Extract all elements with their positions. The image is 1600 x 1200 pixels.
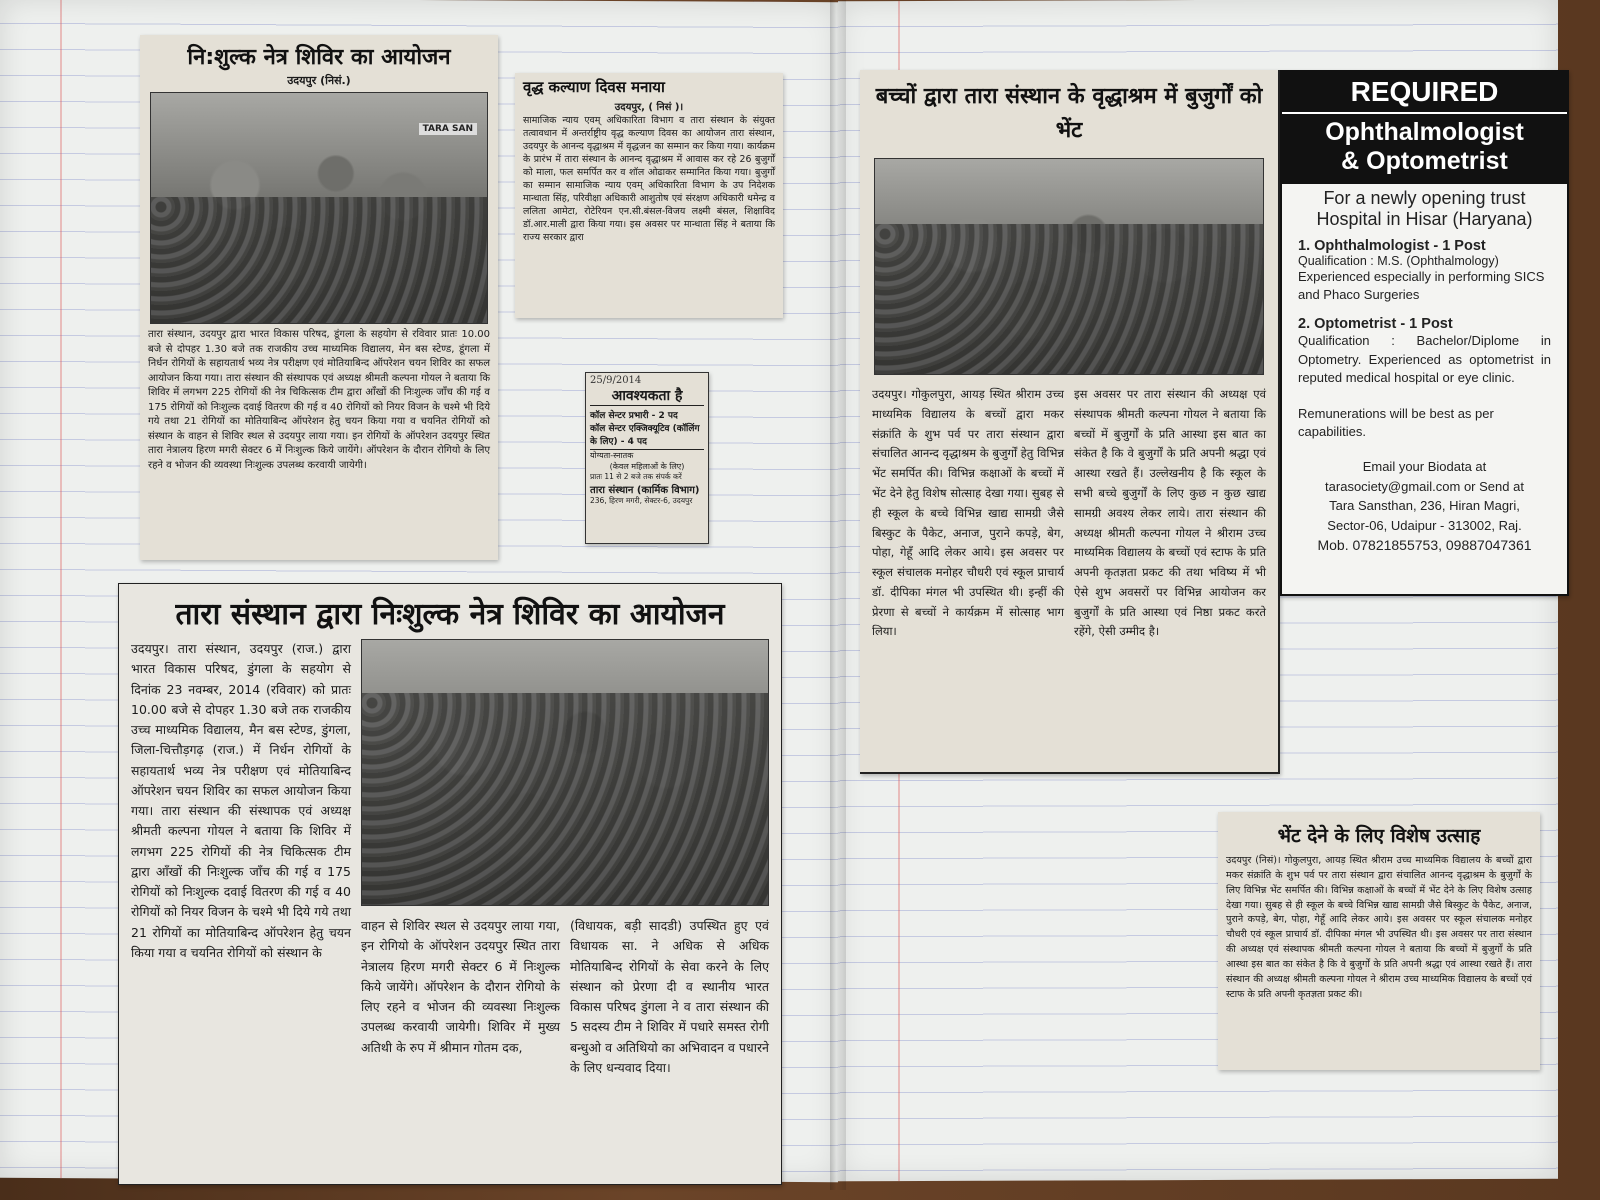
headline: नि:शुल्क नेत्र शिविर का आयोजन	[187, 45, 451, 70]
ad-title: आवश्यकता है	[590, 386, 704, 406]
news-photo-crowd	[361, 639, 769, 906]
ad-qualification: योग्यता-स्नातक	[590, 449, 704, 461]
clipping-gift-enthusiasm	[1218, 812, 1540, 1070]
ad-timing: प्रातः 11 से 2 बजे तक संपर्क करें	[590, 472, 682, 481]
ad-post1-qualification: Qualification : M.S. (Ophthalmology)	[1298, 254, 1499, 268]
clipping-children-gift	[860, 70, 1280, 774]
ad-org: तारा संस्थान (कार्मिक विभाग)	[590, 485, 700, 496]
ad-remuneration: Remunerations will be best as per capabilities.	[1298, 405, 1494, 440]
recruitment-ad	[1280, 70, 1569, 596]
photo-people	[151, 197, 487, 324]
ad-title-line1: Ophthalmologist	[1325, 118, 1524, 146]
ad-post2-qualification: Qualification : Bachelor/Diplome in Optometry. Experienced as optometrist in reputed medical hospital or eye clinic.	[1298, 333, 1551, 385]
handwritten-date: 25/9/2014	[590, 375, 642, 386]
ad-title-line2: & Optometrist	[1341, 147, 1508, 175]
ad-post2-title: 2. Optometrist - 1 Post	[1298, 316, 1453, 333]
ad-contact-address: Sector-06, Udaipur - 313002, Raj.	[1327, 517, 1522, 533]
news-photo-children-crowd	[874, 158, 1264, 375]
ad-required-label: REQUIRED	[1282, 72, 1567, 114]
news-photo-eye-exam	[150, 92, 488, 324]
article-body-left: उदयपुर। तारा संस्थान, उदयपुर (राज.) द्वारा भारत विकास परिषद, डुंगला के सहयोग से दिनांक 23 नवम्बर, 2014 (रविवार) को प्रातः 10.00 बजे से दोपहर 1.30 बजे तक राजकीय उच्च माध्यमिक विद्यालय, मैन बस स्टेण्ड, डुंगला, जिला-चित्तौड़गढ़ (राज.) में निर्धन रोगियों के सहायतार्थ भव्य नेत्र परीक्षण एवं मोतियाबिन्द ऑपरेशन चयन शिविर का सफल आयोजन किया गया। तारा संस्थान की संस्थापक एवं अध्यक्ष श्रीमती कल्पना गोयल ने बताया कि शिविर में लगभग 225 रोगियों की नेत्र चिकित्सक टीम द्वारा आँखों की निःशुल्क जाँच की गई व 175 रोगियों को निःशुल्क दवाई वितरण की गई व 40 रोगियों को नियर विजन के चश्मे भी दिये गये तथा 21 रोगियों का मोतियाबिन्द ऑपरेशन हेतु चयन किया गया व चयनित रोगियों को संस्थान के	[131, 641, 351, 960]
ad-contact-email: tarasociety@gmail.com or Send at	[1325, 478, 1524, 494]
photo-people	[362, 693, 768, 905]
clipping-elderly-day	[515, 73, 783, 318]
photo-people	[875, 224, 1263, 375]
ad-intro-line2: Hospital in Hisar (Haryana)	[1316, 209, 1533, 229]
byline: उदयपुर, ( निसं )।	[614, 102, 684, 113]
ad-contact-address: Tara Sansthan, 236, Hiran Magri,	[1329, 498, 1520, 514]
headline: तारा संस्थान द्वारा निःशुल्क नेत्र शिविर का आयोजन	[175, 597, 725, 632]
ad-contact-line: Email your Biodata at	[1362, 459, 1487, 475]
ad-item: कॉल सेन्टर प्रभारी - 2 पद	[590, 411, 678, 421]
headline: भेंट देने के लिए विशेष उत्साह	[1277, 825, 1481, 847]
headline: बच्चों द्वारा तारा संस्थान के वृद्धाश्रम में बुजुर्गों को भेंट	[875, 84, 1263, 144]
ad-intro-line1: For a newly opening trust	[1323, 188, 1526, 208]
byline: उदयपुर (निसं.)	[287, 74, 351, 87]
ad-contact-phone: Mob. 07821855753, 09887047361	[1317, 537, 1532, 554]
article-body: तारा संस्थान, उदयपुर द्वारा भारत विकास परिषद, डूंगला के सहयोग से रविवार प्रातः 10.00 बजे से दोपहर 1.30 बजे तक राजकीय उच्च माध्यमिक विद्यालय, मेन बस स्टेण्ड, डूंगला में निर्धन रोगियों के सहायतार्थ भव्य नेत्र परीक्षण एवं मोतियाबिन्द ऑपरेशन चयन शिविर का सफल आयोजन किया गया। तारा संस्थान की संस्थापक एवं अध्यक्ष श्रीमती कल्पना गोयल ने बताया कि शिविर में लगभग 225 रोगियों की नेत्र चिकित्सक टीम द्वारा आँखों की निःशुल्क जाँच की गई व 175 रोगियों को निःशुल्क दवाई वितरण की गई व 40 रोगियों को नियर विजन के चश्मे भी दिये गये तथा 21 रोगियों का मोतियाबिन्द ऑपरेशन हेतु चयन किया गया व चयनित रोगियों को संस्थान के वाहन से शिविर स्थल से उदयपुर लाया गया। इन रोगियों के ऑपरेशन उदयपुर स्थित तारा नेत्रालय हिरण मगरी सेक्टर 6 में निःशुल्क किये जायेंगे। ऑपरेशन के दौरान रोगियो के लिए रहने व भोजन की व्यवस्था निःशुल्क उपलब्ध करवायी जायेगी।	[148, 329, 490, 471]
article-body: सामाजिक न्याय एवम् अधिकारिता विभाग व तारा संस्थान के संयुक्त तत्वावधान में अन्तर्राष्ट्रीय वृद्ध कल्याण दिवस का आयोजन तारा संस्थान, उदयपुर के आनन्द वृद्धाश्रम में वृद्धजन का सम्मान कर किया गया। कार्यक्रम के प्रारंभ में तारा संस्थान के आनन्द वृद्धाश्रम में आवास कर रहे 26 बुजुर्गों को माला, फल समर्पित कर व शॉल ओढाकर सम्मानित किया गया। बुजुर्गों का सम्मान सामाजिक न्याय एवम् अधिकारिता विभाग के उप निदेशक मान्धाता सिंह, परिवीक्षा अधिकारी आशुतोष एवं संरक्षण अधिकारी धमेन्द्र व ललिता आमेटा, रोटेरियन एन.सी.बंसल-विजय लक्ष्मी बंसल, शिक्षाविद डॉ.आर.माली द्वारा किया गया। इस अवसर पर मान्धाता सिंह ने बताया कि राज्य सरकार द्वारा	[523, 115, 775, 243]
clipping-vacancy-ad	[585, 372, 709, 544]
article-body-left: उदयपुर। गोकुलपुरा, आयड़ स्थित श्रीराम उच्च माध्यमिक विद्यालय के बच्चों द्वारा मकर संक्रांति के शुभ पर्व पर तारा संस्थान द्वारा संचालित आनन्द वृद्धाश्रम के बुजुर्गों हेतु विभिन्न भेंट समर्पित की। विभिन्न कक्षाओं के बच्चों में भेंट देने हेतु विशेष सोत्साह देखा गया। सुबह से ही स्कूल के बच्चे विभिन्न खाद्य सामग्री जैसे बिस्कुट के पैकेट, अनाज, पुराने कपड़े, बेग, पोहा, गेहूँ आदि लेकर आये। इस अवसर पर स्कूल संचालक मनोहर चौधरी एवं स्कूल प्राचार्य डॉ. दीपिका मंगल भी उपस्थित थी। इन्हीं की प्रेरणा से बच्चों ने कार्यक्रम में सोत्साह भाग लिया।	[872, 387, 1064, 639]
article-body-right: (विधायक, बड़ी सादडी) उपस्थित हुए एवं विधायक सा. ने अधिक से अधिक मोतियाबिन्द रोगियों के सेवा करने के लिए संस्थान को प्रेरणा दी व स्थानीय भारत विकास परिषद डुंगला ने व तारा संस्थान की 5 सदस्य टीम ने शिविर में पधारे समस्त रोगी बन्धुओ व अतिथियो का अभिवादन व पधारने के लिए धन्यवाद दिया।	[570, 918, 769, 1075]
ad-address: 236, हिरण मगरी, सेक्टर-6, उदयपुर	[590, 496, 693, 505]
headline: वृद्ध कल्याण दिवस मनाया	[523, 78, 665, 96]
ad-post1-experience: Experienced especially in performing SICS and Phaco Surgeries	[1298, 269, 1545, 303]
ad-post1-title: 1. Ophthalmologist - 1 Post	[1298, 238, 1486, 254]
clipping-eye-camp-small	[140, 35, 498, 560]
ad-note: (केवल महिलाओं के लिए)	[609, 462, 685, 471]
photo-banner-text: TARA SAN	[419, 123, 477, 135]
ad-item: कॉल सेन्टर एक्जिक्यूटिव (कॉलिंग के लिए) - 4 पद	[590, 424, 700, 447]
article-body-middle: वाहन से शिविर स्थल से उदयपुर लाया गया, इन रोगियो के ऑपरेशन उदयपुर स्थित तारा नेत्रालय हिरण मगरी सेक्टर 6 में निःशुल्क किये जायेंगे। ऑपरेशन के दौरान रोगियो के लिए रहने व भोजन की व्यवस्था निःशुल्क उपलब्ध करवायी जायेगी। शिविर में मुख्य अतिथी के रुप में श्रीमान गोतम दक,	[361, 918, 560, 1055]
notebook-gutter	[830, 0, 846, 1190]
article-body: उदयपुर (निसं)। गोकुलपुरा, आयड़ स्थित श्रीराम उच्च माध्यमिक विद्यालय के बच्चों द्वारा मकर संक्रांति के शुभ पर्व पर तारा संस्थान द्वारा संचालित आनन्द वृद्धाश्रम के बुजुर्गों के लिए विभिन्न भेंट समर्पित की। विभिन्न कक्षाओं के बच्चों में भेंट देने के लिए विशेष उत्साह देखा गया। सुबह से ही स्कूल के बच्चे विभिन्न खाद्य सामग्री जैसे बिस्कुट के पैकेट, अनाज, पुराने कपड़े, बेग, पोहा, गेहूँ आदि लेकर आये। इस अवसर पर स्कूल संचालक मनोहर चौधरी एवं स्कूल प्राचार्य डॉ. दीपिका मंगल भी उपस्थित थी। इस अवसर पर तारा संस्थान की अध्यक्ष एवं संस्थापक श्रीमती कल्पना गोयल ने बताया कि बच्चों में बुजुर्गों के प्रति आस्था इस बात का संकेत है कि वे बुजुर्गों के प्रति अपनी श्रद्धा एवं आस्था रखते हैं। तारा संस्थान की अध्यक्ष श्रीमती कल्पना गोयल ने श्रीराम उच्च माध्यमिक विद्यालय के बच्चों एवं स्टाफ के प्रति अपनी कृतज्ञता प्रकट की।	[1226, 855, 1532, 1000]
clipping-eye-camp-large	[118, 583, 782, 1185]
article-body-right: इस अवसर पर तारा संस्थान की अध्यक्ष एवं संस्थापक श्रीमती कल्पना गोयल ने बताया कि बच्चों में बुजुर्गों के प्रति आस्था इस बात का संकेत है कि वे बुजुर्गों के प्रति अपनी श्रद्धा एवं आस्था रखते हैं। उल्लेखनीय है कि स्कूल के सभी बच्चे बुजुर्गों के लिए कुछ न कुछ खाद्य सामग्री अवश्य लेकर लाये। तारा संस्थान की अध्यक्ष श्रीमती कल्पना गोयल ने श्रीराम उच्च माध्यमिक विद्यालय के बच्चों एवं स्टाफ के प्रति अपनी कृतज्ञता प्रकट की तथा भविष्य में भी ऐसे शुभ अवसरों पर विभिन्न आयोजन कर बुजुर्गों के प्रति आस्था एवं निष्ठा प्रकट करते रहेंगे, ऐसी उम्मीद है।	[1074, 387, 1266, 639]
